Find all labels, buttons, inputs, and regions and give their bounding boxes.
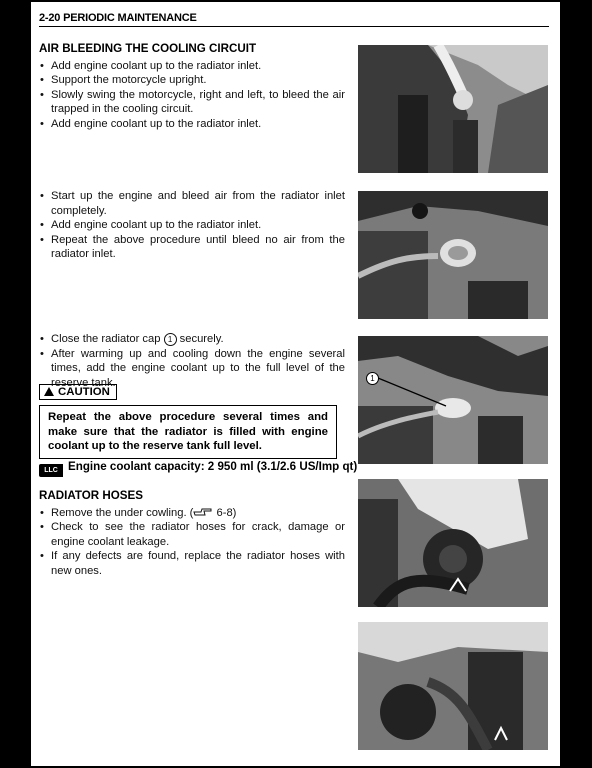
- list-item: • Repeat the above procedure until bleed no air from the radiator inlet.: [40, 233, 345, 261]
- pointing-hand-icon: [193, 507, 213, 517]
- bullet-icon: •: [40, 74, 44, 87]
- air-bleeding-steps: [39, 59, 345, 132]
- radiator-hoses-steps: [39, 506, 345, 579]
- warning-triangle-icon: [44, 387, 54, 396]
- callout-marker: 1: [164, 333, 177, 346]
- photo-radiator-inlet: [358, 45, 548, 173]
- bullet-icon: •: [40, 506, 44, 519]
- engine-bleed-section: [39, 189, 345, 262]
- list-item: • Add engine coolant up to the radiator inlet.: [40, 117, 262, 130]
- photo-radiator-hoses-engine: [358, 479, 548, 607]
- page-header: [39, 8, 549, 27]
- list-item: • Start up the engine and bleed air from the radiator inlet completely.: [40, 190, 345, 217]
- photo-callout-marker: 1: [366, 372, 379, 385]
- coolant-capacity-text: Engine coolant capacity: 2 950 ml (3.1/2.6 US/Imp qt): [68, 460, 358, 473]
- bullet-icon: •: [40, 117, 44, 130]
- bullet-icon: •: [40, 333, 44, 345]
- manual-page: [31, 2, 560, 766]
- list-item: • Close the radiator cap 1 securely.: [40, 333, 224, 345]
- list-item: • After warming up and cooling down the engine several times, add the engine coolant up to the full level of the reserve tank.: [40, 347, 345, 389]
- air-bleeding-heading: AIR BLEEDING THE COOLING CIRCUIT: [39, 42, 257, 55]
- page-header-title: 2-20 PERIODIC MAINTENANCE: [39, 12, 197, 24]
- list-item: • Add engine coolant up to the radiator inlet.: [40, 219, 262, 232]
- air-bleeding-section: [39, 42, 345, 132]
- caution-label: CAUTION: [39, 384, 117, 400]
- list-item: • Slowly swing the motorcycle, right and left, to bleed the air trapped in the cooling circuit.: [40, 88, 345, 116]
- bullet-icon: •: [40, 88, 44, 101]
- caution-block: [39, 382, 337, 459]
- bullet-icon: •: [40, 59, 44, 72]
- bullet-icon: •: [40, 190, 44, 202]
- photo-radiator-hoses-side: [358, 622, 548, 750]
- llc-icon: LLC: [39, 464, 63, 477]
- caution-text: Repeat the above procedure several times and make sure that the radiator is filled with engine coolant up to the reserve tank full level.: [39, 405, 337, 459]
- photo-radiator-cap-open: [358, 191, 548, 319]
- bullet-icon: •: [40, 219, 44, 232]
- coolant-capacity: [39, 460, 357, 477]
- list-item: • Support the motorcycle upright.: [40, 74, 207, 87]
- bullet-icon: •: [40, 521, 44, 534]
- list-item: • Check to see the radiator hoses for crack, damage or engine coolant leakage.: [40, 521, 345, 548]
- list-item: • Add engine coolant up to the radiator inlet.: [40, 59, 262, 72]
- photo-radiator-cap-closed: [358, 336, 548, 464]
- radiator-hoses-heading: RADIATOR HOSES: [39, 489, 143, 502]
- bullet-icon: •: [40, 347, 44, 360]
- radiator-hoses-section: [39, 489, 345, 579]
- list-item: • If any defects are found, replace the radiator hoses with new ones.: [40, 550, 345, 577]
- engine-bleed-steps: [39, 189, 345, 262]
- bullet-icon: •: [40, 550, 44, 563]
- bullet-icon: •: [40, 233, 44, 246]
- list-item: • Remove the under cowling. ( 6-8): [40, 506, 237, 519]
